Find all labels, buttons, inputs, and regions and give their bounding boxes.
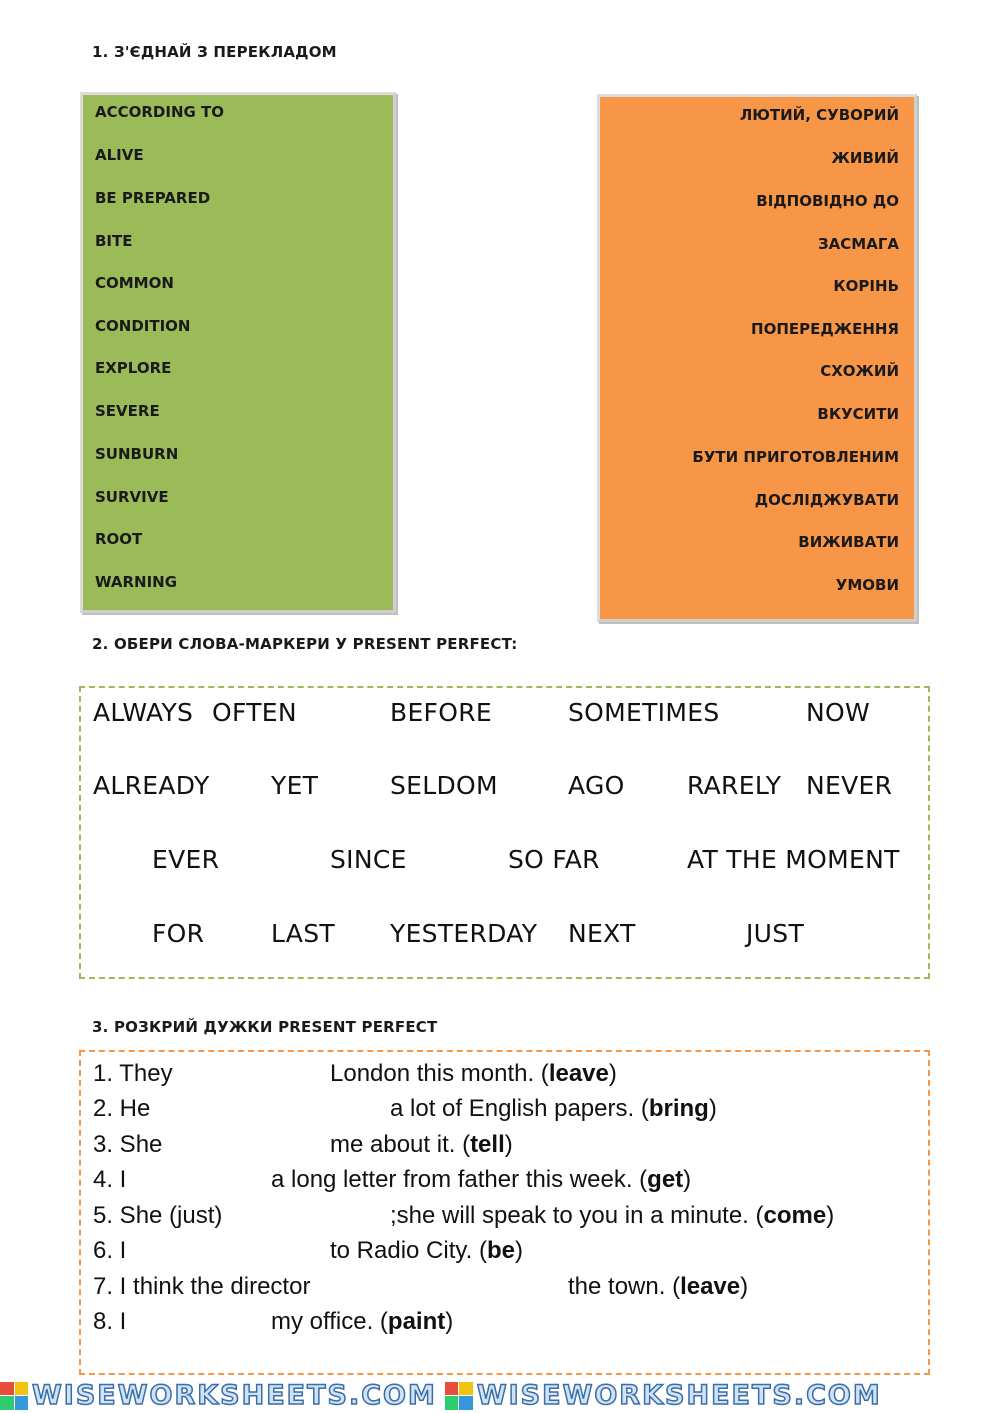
ukrainian-word[interactable]: ЖИВИЙ xyxy=(831,149,899,167)
section-1-heading: 1. З'ЄДНАЙ З ПЕРЕКЛАДОМ xyxy=(92,43,337,61)
verb-hint: be xyxy=(486,1237,515,1264)
section-3-heading: 3. РОЗКРИЙ ДУЖКИ PRESENT PERFECT xyxy=(92,1018,438,1036)
brand-block xyxy=(445,1380,882,1411)
ukrainian-word[interactable]: ВКУСИТИ xyxy=(817,405,899,423)
english-word[interactable]: SURVIVE xyxy=(95,488,169,506)
english-word[interactable]: COMMON xyxy=(95,274,174,292)
exercise-rest: a lot of English papers. (bring) xyxy=(390,1095,717,1122)
english-word[interactable]: SUNBURN xyxy=(95,445,179,463)
exercise-rest: to Radio City. (be) xyxy=(330,1237,523,1264)
marker-word[interactable]: NEVER xyxy=(806,771,893,800)
ukrainian-word[interactable]: ВИЖИВАТИ xyxy=(798,533,899,551)
english-word[interactable]: ROOT xyxy=(95,530,143,548)
ukrainian-word[interactable]: ПОПЕРЕДЖЕННЯ xyxy=(751,320,899,338)
exercise-start: 1. They xyxy=(93,1060,173,1087)
ukrainian-word[interactable]: ВІДПОВІДНО ДО xyxy=(756,192,899,210)
marker-word[interactable]: NOW xyxy=(806,698,870,727)
english-word[interactable]: ACCORDING TO xyxy=(95,103,225,121)
ukrainian-word[interactable]: ЛЮТИЙ, СУВОРИЙ xyxy=(739,106,899,124)
ukrainian-word[interactable]: ДОСЛІДЖУВАТИ xyxy=(754,491,899,509)
brand-text: WISEWORKSHEETS.COM xyxy=(32,1380,437,1411)
brand-logo-icon xyxy=(0,1382,28,1410)
marker-word[interactable]: FOR xyxy=(152,919,205,948)
marker-word[interactable]: AT THE MOMENT xyxy=(687,845,900,874)
verb-hint: leave xyxy=(680,1273,741,1300)
exercise-rest: my office. (paint) xyxy=(271,1308,454,1335)
marker-word[interactable]: ALWAYS xyxy=(93,698,194,727)
marker-word[interactable]: AGO xyxy=(568,771,625,800)
exercise-rest: ;she will speak to you in a minute. (come) xyxy=(390,1202,835,1229)
marker-word[interactable]: SELDOM xyxy=(390,771,498,800)
marker-word[interactable]: LAST xyxy=(271,919,335,948)
exercise-start: 7. I think the director xyxy=(93,1273,311,1300)
english-word[interactable]: BE PREPARED xyxy=(95,189,211,207)
english-word[interactable]: ALIVE xyxy=(95,146,144,164)
marker-word[interactable]: YESTERDAY xyxy=(390,919,538,948)
ukrainian-word[interactable]: СХОЖИЙ xyxy=(820,362,899,380)
ukrainian-word[interactable]: УМОВИ xyxy=(835,576,899,594)
exercise-start: 8. I xyxy=(93,1308,127,1335)
marker-word[interactable]: YET xyxy=(271,771,319,800)
verb-hint: tell xyxy=(470,1131,505,1158)
exercise-box xyxy=(79,1050,930,1375)
exercise-rest: me about it. (tell) xyxy=(330,1131,513,1158)
exercise-start: 2. He xyxy=(93,1095,151,1122)
section-2-heading: 2. ОБЕРИ СЛОВА-МАРКЕРИ У PRESENT PERFECT: xyxy=(92,635,518,653)
marker-word[interactable]: NEXT xyxy=(568,919,636,948)
verb-hint: bring xyxy=(648,1095,709,1122)
exercise-start: 3. She xyxy=(93,1131,163,1158)
footer-watermark xyxy=(0,1378,1000,1413)
marker-word[interactable]: ALREADY xyxy=(93,771,210,800)
brand-block xyxy=(0,1380,437,1411)
english-word[interactable]: WARNING xyxy=(95,573,178,591)
marker-word[interactable]: BEFORE xyxy=(390,698,492,727)
english-words-box xyxy=(80,92,396,613)
exercise-start: 6. I xyxy=(93,1237,127,1264)
verb-hint: paint xyxy=(387,1308,446,1335)
exercise-start: 5. She (just) xyxy=(93,1202,223,1229)
brand-logo-icon xyxy=(445,1382,473,1410)
marker-word[interactable]: SO FAR xyxy=(508,845,600,874)
marker-word[interactable]: SOMETIMES xyxy=(568,698,720,727)
verb-hint: get xyxy=(647,1166,684,1193)
ukrainian-word[interactable]: ЗАСМАГА xyxy=(818,235,899,253)
verb-hint: leave xyxy=(548,1060,609,1087)
english-word[interactable]: CONDITION xyxy=(95,317,191,335)
ukrainian-words-box xyxy=(597,94,917,622)
verb-hint: come xyxy=(763,1202,827,1229)
marker-word[interactable]: JUST xyxy=(746,919,805,948)
english-word[interactable]: SEVERE xyxy=(95,402,160,420)
marker-word[interactable]: RARELY xyxy=(687,771,782,800)
marker-word[interactable]: EVER xyxy=(152,845,220,874)
marker-word[interactable]: SINCE xyxy=(330,845,407,874)
exercise-start: 4. I xyxy=(93,1166,127,1193)
exercise-rest: a long letter from father this week. (get) xyxy=(271,1166,692,1193)
ukrainian-word[interactable]: КОРІНЬ xyxy=(833,277,899,295)
english-word[interactable]: EXPLORE xyxy=(95,359,172,377)
marker-words-box xyxy=(79,686,930,979)
marker-word[interactable]: OFTEN xyxy=(212,698,297,727)
english-word[interactable]: BITE xyxy=(95,232,133,250)
ukrainian-word[interactable]: БУТИ ПРИГОТОВЛЕНИМ xyxy=(692,448,899,466)
brand-text: WISEWORKSHEETS.COM xyxy=(476,1380,882,1411)
exercise-rest: London this month. (leave) xyxy=(330,1060,617,1087)
exercise-rest: the town. (leave) xyxy=(568,1273,749,1300)
